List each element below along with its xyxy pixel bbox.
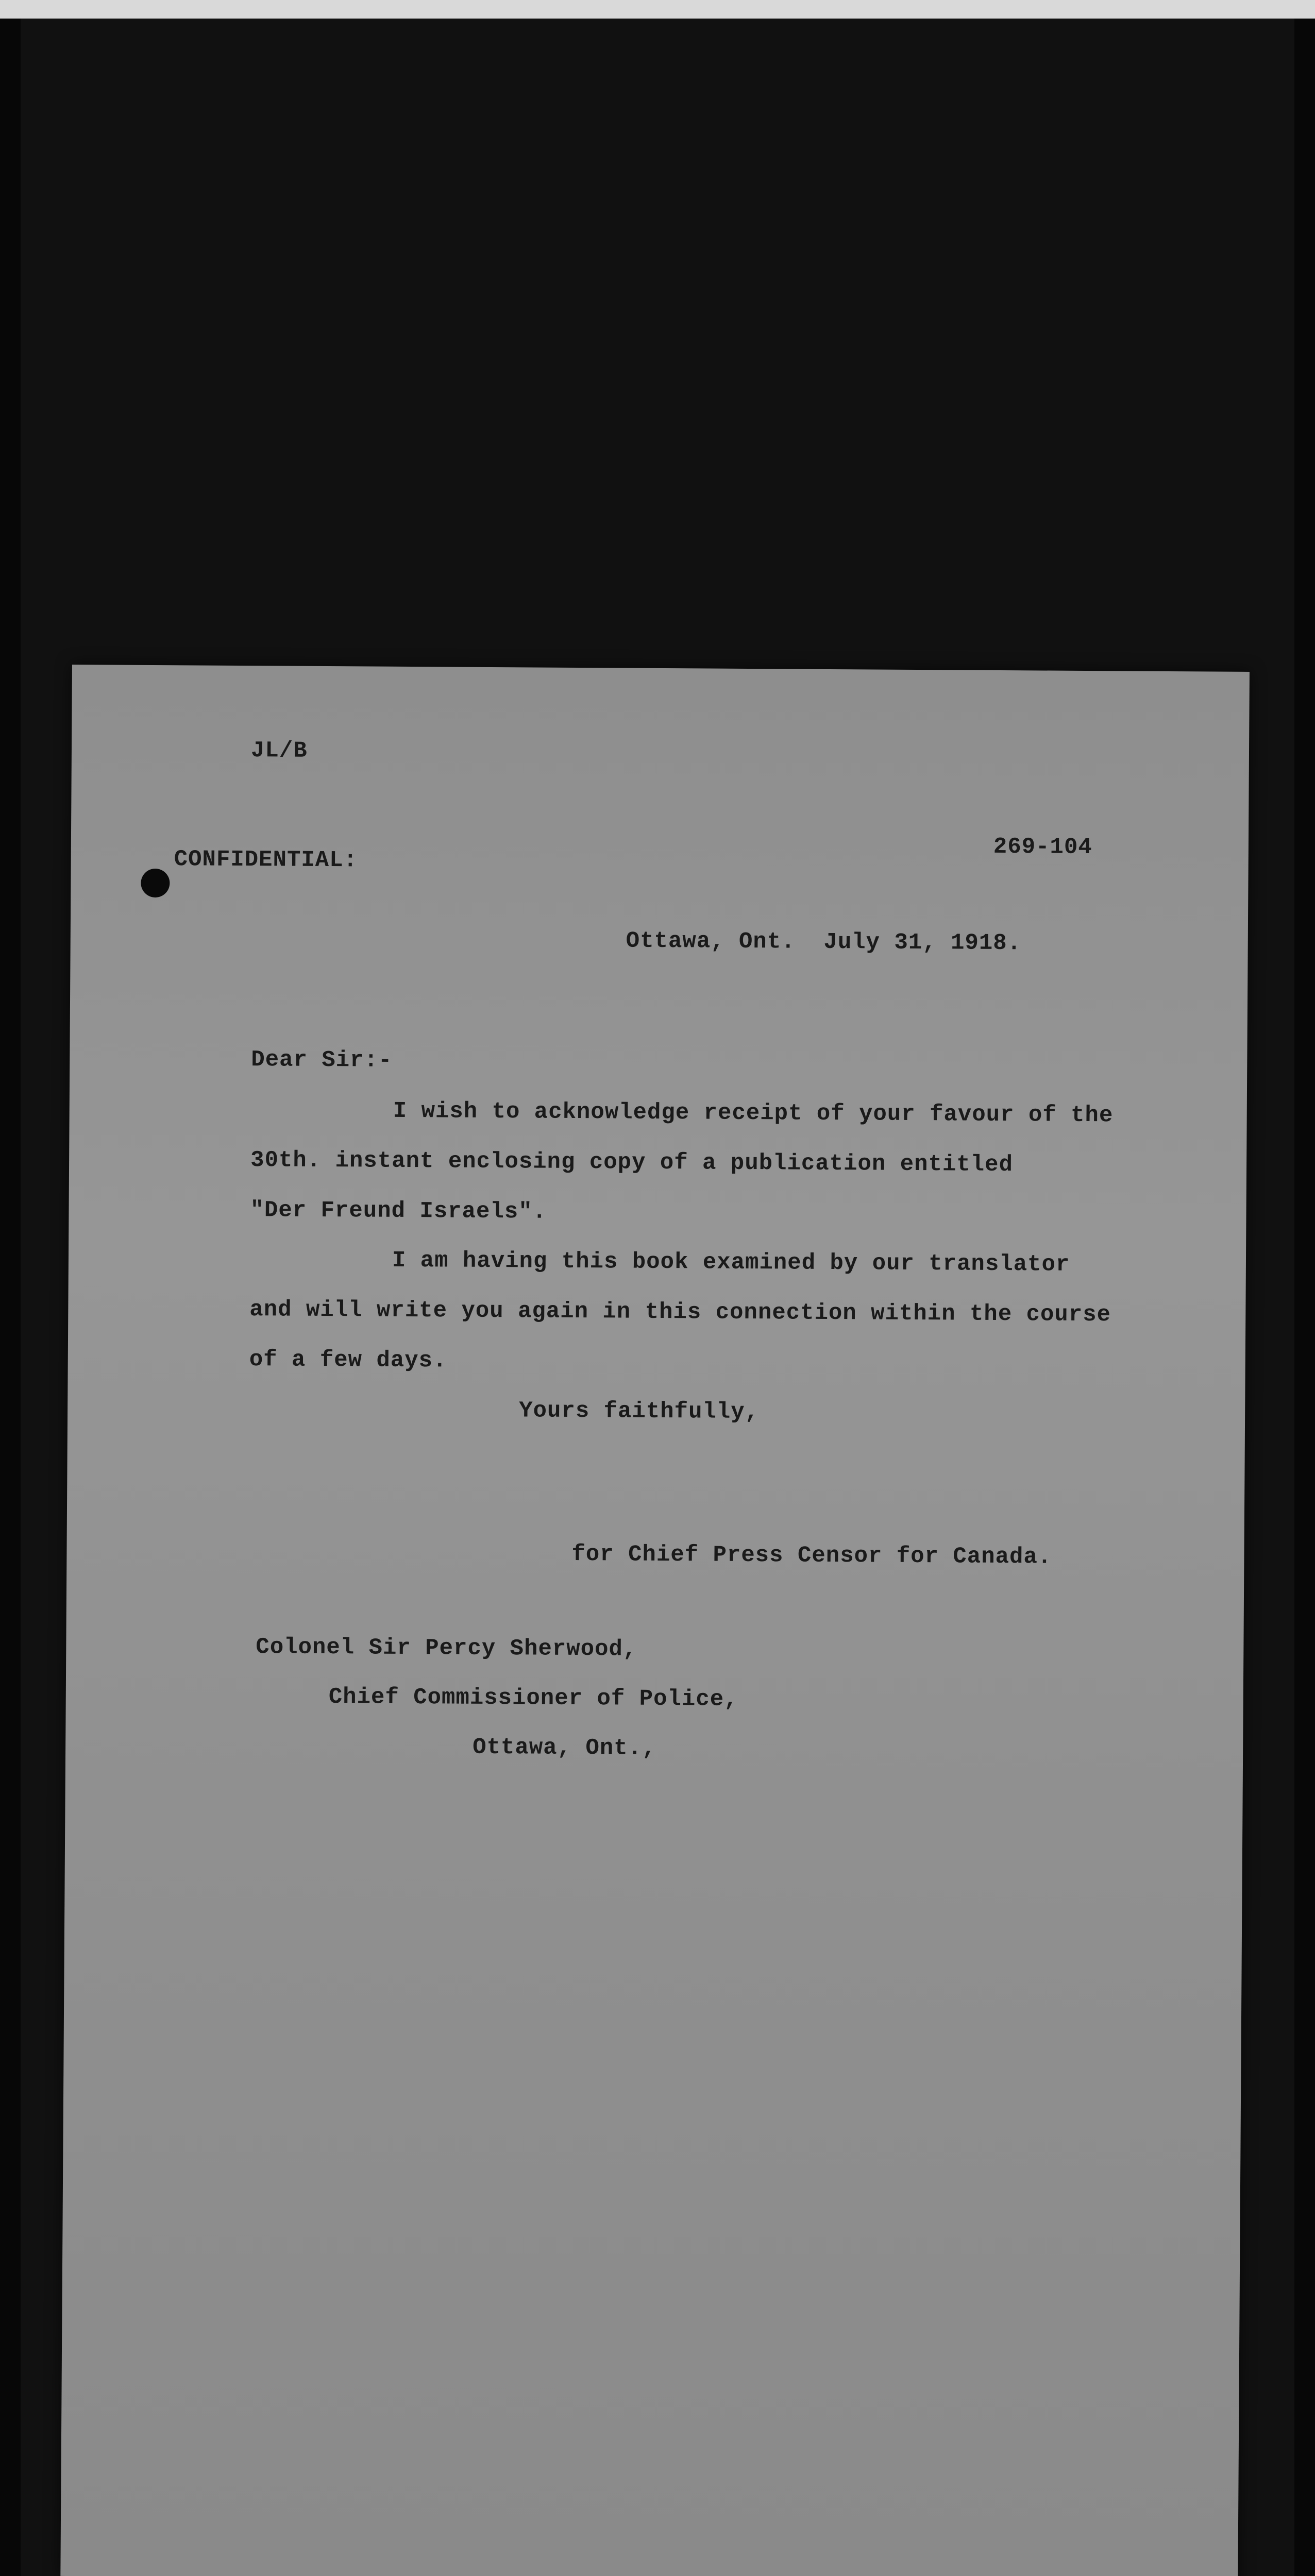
signature-line: for Chief Press Censor for Canada. bbox=[571, 1541, 1052, 1570]
addressee-line-2: Chief Commissioner of Police, bbox=[328, 1684, 738, 1713]
body-line-1: I wish to acknowledge receipt of your favour of the bbox=[393, 1098, 1114, 1129]
file-number: 269-104 bbox=[993, 834, 1092, 861]
addressee-line-1: Colonel Sir Percy Sherwood, bbox=[256, 1634, 637, 1663]
typist-initials: JL/B bbox=[250, 738, 308, 764]
addressee-line-3: Ottawa, Ont., bbox=[473, 1734, 656, 1761]
letter-page bbox=[60, 665, 1250, 2576]
body-line-3: "Der Freund Israels". bbox=[250, 1197, 547, 1225]
salutation: Dear Sir:- bbox=[251, 1047, 393, 1074]
body-line-5: and will write you again in this connection within the course bbox=[249, 1297, 1111, 1328]
closing: Yours faithfully, bbox=[519, 1398, 760, 1426]
film-edge-right bbox=[1294, 19, 1315, 2576]
dateline: Ottawa, Ont. July 31, 1918. bbox=[626, 928, 1022, 957]
confidential-heading: CONFIDENTIAL: bbox=[174, 846, 358, 874]
punch-hole bbox=[141, 869, 170, 897]
film-top-strip bbox=[0, 0, 1315, 19]
body-line-4: I am having this book examined by our translator bbox=[392, 1247, 1070, 1278]
film-edge-left bbox=[0, 19, 21, 2576]
body-line-6: of a few days. bbox=[249, 1347, 447, 1374]
body-line-2: 30th. instant enclosing copy of a publication entitled bbox=[250, 1147, 1014, 1178]
